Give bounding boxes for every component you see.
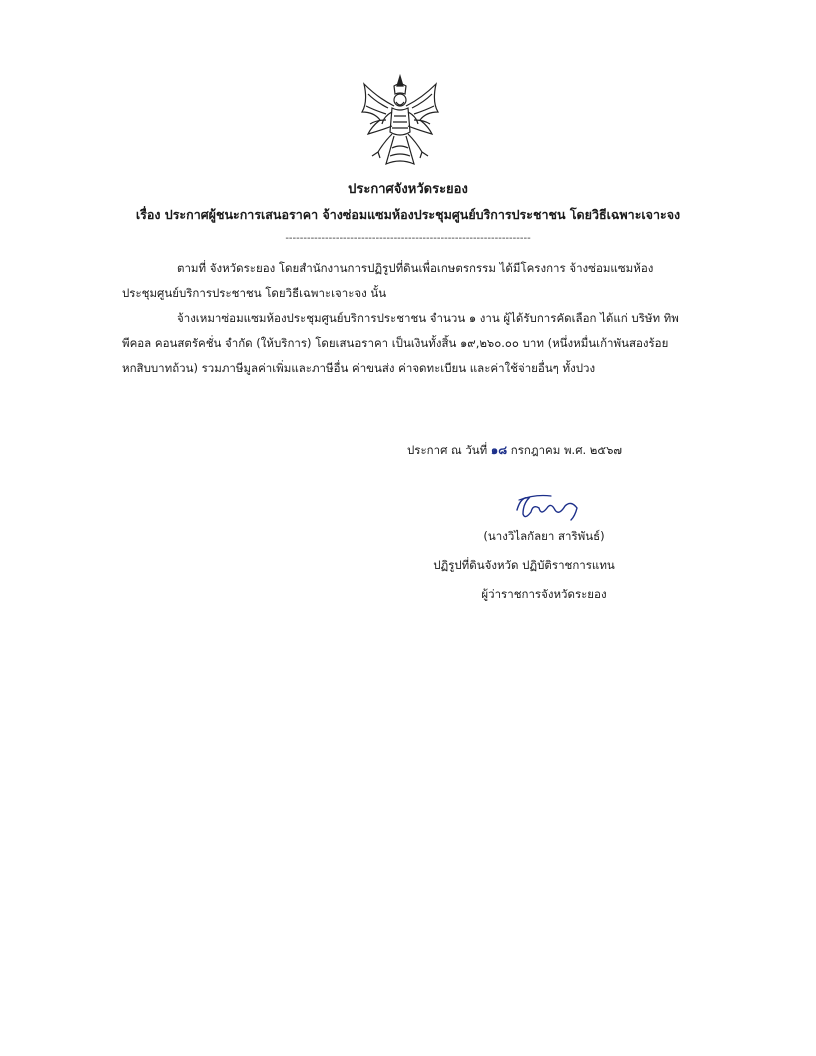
signer-position: ปฏิรูปที่ดินจังหวัด ปฏิบัติราชการแทน — [433, 558, 615, 572]
date-day: ๑๘ — [490, 443, 508, 457]
date-suffix: กรกฎาคม พ.ศ. ๒๕๖๗ — [507, 443, 623, 457]
garuda-emblem-icon — [358, 72, 442, 172]
subject-line: เรื่อง ประกาศผู้ชนะการเสนอราคา จ้างซ่อมแซมห้องประชุมศูนย์บริการประชาชน โดยวิธีเฉพาะเจาะจง — [135, 207, 681, 222]
separator-line: -------------------------------------------------------------------- — [285, 233, 531, 244]
page-title: ประกาศจังหวัดระยอง — [348, 182, 468, 197]
signer-name: (นางวิไลกัลยา สาริพันธ์) — [483, 529, 605, 543]
paragraph-award: จ้างเหมาซ่อมแซมห้องประชุมศูนย์บริการประชาชน จำนวน ๑ งาน ผู้ได้รับการคัดเลือก ได้แก่ บริษัท ทิพ พีคอล คอนสตรัคชั่น จำกัด (ให้บริการ) โดยเสนอราคา เป็นเงินทั้งสิ้น ๑๙,๒๖๐.๐๐ บาท (หนึ่งหมื่นเก้าพันสองร้อยหกสิบบาทถ้วน) รวมภาษีมูลค่าเพิ่มและภาษีอื่น ค่าขนส่ง ค่าจดทะเบียน และค่าใช้จ่ายอื่นๆ ทั้งปวง — [122, 311, 679, 375]
paragraph-project: ตามที่ จังหวัดระยอง โดยสำนักงานการปฏิรูปที่ดินเพื่อเกษตรกรรม ได้มีโครงการ จ้างซ่อมแซมห้องประชุมศูนย์บริการประชาชน โดยวิธีเฉพาะเจาะจง นั้น — [122, 261, 654, 300]
signer-office: ผู้ว่าราชการจังหวัดระยอง — [481, 587, 607, 601]
announcement-date — [407, 442, 622, 460]
handwritten-signature — [505, 490, 595, 524]
date-prefix: ประกาศ ณ วันที่ — [407, 443, 491, 457]
